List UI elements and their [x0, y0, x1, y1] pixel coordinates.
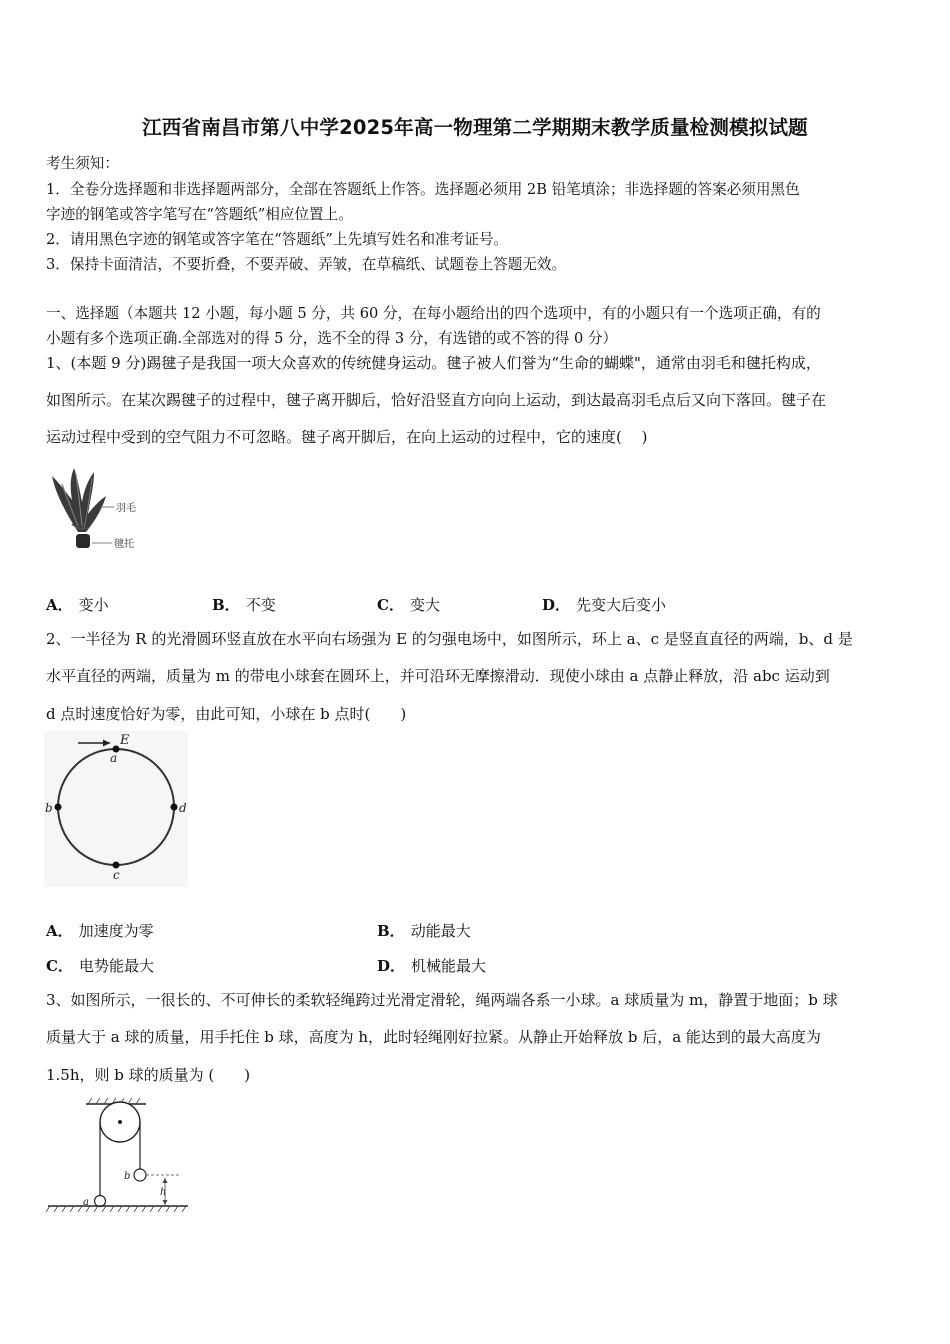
q2-option-a[interactable] [46, 920, 154, 941]
notice-item-3: 3．保持卡面清洁，不要折叠，不要弄破、弄皱，在草稿纸、试题卷上答题无效。 [46, 256, 567, 273]
q1-option-a-label: A． [46, 596, 73, 614]
point-d [171, 804, 178, 811]
q1-shuttlecock-figure [48, 466, 158, 558]
q2-option-b-text: 动能最大 [410, 922, 471, 940]
label-d: d [179, 801, 187, 815]
q1-option-d-label: D． [542, 596, 571, 614]
ground-hatch [46, 1206, 188, 1212]
q1-option-a[interactable] [46, 594, 109, 615]
section-heading-line2: 小题有多个选项正确.全部选对的得 5 分，选不全的得 3 分，有选错的或不答的得 0 分） [46, 330, 618, 347]
q2-option-b[interactable] [377, 920, 471, 941]
ball-b-icon [134, 1169, 146, 1181]
q3-stem-line1: 3、如图所示，一很长的、不可伸长的柔软轻绳跨过光滑定滑轮，绳两端各系一小球。a 球质量为 m，静置于地面；b 球 [46, 991, 838, 1009]
q1-stem-line3: 运动过程中受到的空气阻力不可忽略。毽子离开脚后，在向上运动的过程中，它的速度( ) [46, 428, 648, 446]
q2-stem-line2: 水平直径的两端，质量为 m 的带电小球套在圆环上，并可沿环无摩擦滑动．现使小球由 a 点静止释放，沿 abc 运动到 [46, 667, 830, 685]
notice-item-1a: 1．全卷分选择题和非选择题两部分，全部在答题纸上作答。选择题必须用 2B 铅笔填涂；非选择题的答案必须用黑色 [46, 181, 800, 198]
label-a: a [83, 1197, 89, 1208]
q1-option-c-text: 变大 [409, 596, 440, 614]
section-heading-line1: 一、选择题（本题共 12 小题，每小题 5 分，共 60 分，在每小题给出的四个选项中，有的小题只有一个选项正确，有的 [46, 305, 821, 322]
q1-option-c[interactable] [377, 594, 440, 615]
label-h: h [160, 1187, 167, 1198]
q2-option-d-label: D． [377, 957, 406, 975]
q1-stem-line1: 1、(本题 9 分)踢毽子是我国一项大众喜欢的传统健身运动。毽子被人们誉为“生命的蝴蝶"，通常由羽毛和毽托构成， [46, 354, 821, 372]
q2-option-d[interactable] [377, 955, 486, 976]
notice-heading: 考生须知： [46, 155, 119, 172]
q3-pulley-figure [44, 1094, 192, 1216]
q2-option-c[interactable] [46, 955, 154, 976]
q1-option-d[interactable] [542, 594, 666, 615]
notice-item-2: 2．请用黑色字迹的钢笔或答字笔在“答题纸”上先填写姓名和准考证号。 [46, 231, 509, 248]
q1-option-b-label: B． [212, 596, 240, 614]
label-base: 毽托 [114, 539, 134, 550]
q2-ring-figure [44, 731, 188, 887]
q1-stem-line2: 如图所示。在某次踢毽子的过程中，毽子离开脚后，恰好沿竖直方向向上运动，到达最高羽毛点后又向下落回。毽子在 [46, 391, 827, 409]
ball-a-icon [95, 1196, 106, 1207]
q2-option-c-label: C． [46, 957, 73, 975]
q2-stem-line3: d 点时速度恰好为零，由此可知，小球在 b 点时( ) [46, 705, 407, 723]
label-b: b [45, 801, 53, 815]
page-title: 江西省南昌市第八中学2025年高一物理第二学期期末教学质量检测模拟试题 [142, 116, 808, 139]
q2-stem-line1: 2、一半径为 R 的光滑圆环竖直放在水平向右场强为 E 的匀强电场中，如图所示，环上 a、c 是竖直直径的两端，b、d 是 [46, 630, 853, 648]
q2-option-a-label: A． [46, 922, 73, 940]
label-feather: 羽毛 [116, 503, 136, 514]
q1-option-a-text: 变小 [78, 596, 109, 614]
feather-icon [52, 468, 106, 532]
q1-option-b-text: 不变 [245, 596, 276, 614]
q3-stem-line3: 1.5h，则 b 球的质量为 ( ) [46, 1066, 251, 1084]
q2-option-a-text: 加速度为零 [78, 922, 154, 940]
label-E: E [120, 733, 130, 748]
q2-option-c-text: 电势能最大 [78, 957, 154, 975]
shuttle-base-icon [76, 534, 90, 548]
label-b: b [124, 1171, 131, 1182]
q1-option-d-text: 先变大后变小 [576, 596, 667, 614]
q2-option-d-text: 机械能最大 [411, 957, 487, 975]
q1-option-b[interactable] [212, 594, 276, 615]
q2-option-b-label: B． [377, 922, 405, 940]
point-b [55, 804, 62, 811]
q3-stem-line2: 质量大于 a 球的质量，用手托住 b 球，高度为 h，此时轻绳刚好拉紧。从静止开始释放 b 后，a 能达到的最大高度为 [46, 1028, 821, 1046]
label-a: a [110, 751, 118, 765]
q1-option-c-label: C． [377, 596, 404, 614]
label-c: c [113, 868, 120, 882]
notice-item-1b: 字迹的钢笔或答字笔写在“答题纸”相应位置上。 [46, 206, 353, 223]
